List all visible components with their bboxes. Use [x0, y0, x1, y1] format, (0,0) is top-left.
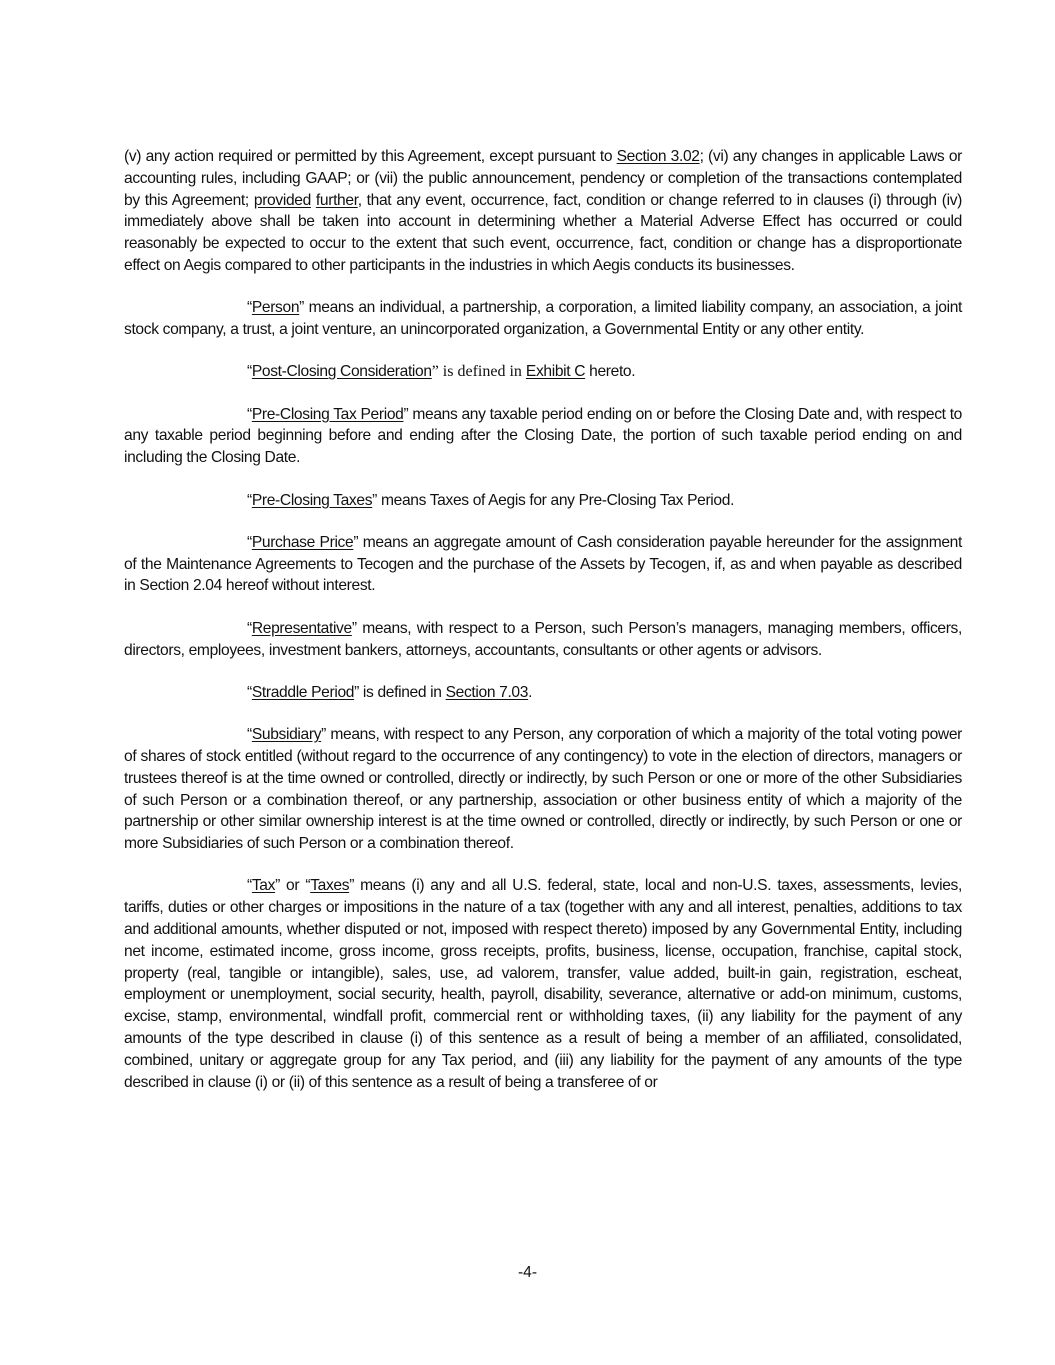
text-run: ” means (i) any and all U.S. federal, state, local and non-U.S. taxes, assessments, levies, tariffs, duties or other charges or impositions in the nature of a tax (together with any and all interest, penalties, additions to tax and additional amounts, whether disputed or not, imposed with respect thereto) imposed by any Governmental Entity, including net income, estimated income, gross income, gross receipts, profits, business, license, occupation, franchise, capital stock, property (real, tangible or intangible), sales, use, ad valorem, transfer, value added, built-in gain, registration, escheat, employment or unemployment, social security, health, payroll, disability, severance, alternative or add-on minimum, customs, excise, stamp, environmental, windfall profit, commercial rent or withholding taxes, (ii) any liability for the payment of any amounts of the type described in clause (i) of this sentence as a result of being a member of an affiliated, consolidated, combined, unitary or aggregate group for any Tax period, and (iii) any liability for the payment of any amounts of the type described in clause (i) or (ii) of this sentence as a result of being a transferee of or: [124, 877, 962, 1091]
underlined-term: Representative: [251, 619, 352, 637]
text-run: hereto.: [585, 363, 636, 381]
underlined-term: Section 7.03: [445, 683, 529, 701]
paragraph-list: [124, 146, 962, 1093]
text-run: .: [528, 683, 533, 701]
text-run: “: [247, 726, 252, 744]
paragraph-def-person: [124, 297, 962, 341]
text-run: ” means, with respect to a Person, such Person’s managers, managing members, officers, directors, employees, investment bankers, attorneys, accountants, consultants or other agents or advisors.: [124, 619, 962, 659]
text-run: ” means an individual, a partnership, a corporation, a limited liability company, an association, a joint stock company, a trust, a joint venture, an unincorporated organization, a Governmental Entity or any other entity.: [124, 299, 962, 339]
text-run: “: [247, 299, 252, 317]
paragraph-def-pre-closing-tax-period: [124, 404, 962, 469]
underlined-term: Tax: [251, 877, 276, 895]
text-run: “: [247, 533, 252, 551]
underlined-term: Exhibit C: [525, 363, 586, 381]
text-run: ” is defined in: [431, 363, 526, 381]
underlined-term: further: [315, 191, 358, 209]
text-run: “: [247, 683, 252, 701]
text-run: ; (vi) any changes in applicable Laws or accounting rules, including GAAP; or (vii) the public announcement, pendency or completion of the transactions contemplated by this Agreement;: [124, 148, 962, 209]
text-run: “: [247, 877, 252, 895]
underlined-term: Purchase Price: [251, 533, 354, 551]
text-run: ” means Taxes of Aegis for any Pre-Closing Tax Period.: [372, 491, 735, 509]
paragraph-def-representative: [124, 618, 962, 662]
text-run: ” means, with respect to any Person, any corporation of which a majority of the total voting power of shares of stock entitled (without regard to the occurrence of any contingency) to vote in the election of directors, managers or trustees thereof is at the time owned or controlled, directly or indirectly, by such Person or one or more of the other Subsidiaries of such Person or a combination thereof, or any partnership, association or other business entity of which a majority of the partnership or other similar ownership interest is at the time owned or controlled, directly or indirectly, by such Person or one or more Subsidiaries of such Person or a combination thereof.: [124, 726, 962, 853]
underlined-term: Section 3.02: [616, 148, 700, 165]
underlined-term: Taxes: [310, 877, 350, 895]
text-run: ” means an aggregate amount of Cash consideration payable hereunder for the assignment of the Maintenance Agreements to Tecogen and the purchase of the Assets by Tecogen, if, as and when payable as described in Section 2.04 hereof without interest.: [124, 533, 962, 595]
text-run: ” means any taxable period ending on or before the Closing Date and, with respect to any taxable period beginning before and ending after the Closing Date, the portion of such taxable period ending on and including the Closing Date.: [124, 405, 962, 467]
paragraph-def-purchase-price: [124, 532, 962, 597]
paragraph-def-post-closing-consideration: [124, 361, 962, 383]
document-page-body: [124, 146, 962, 1114]
text-run: , that any event, occurrence, fact, condition or change referred to in clauses (i) through (iv) immediately above shall be taken into account in determining whether a Material Adverse Effect has occurred or could reasonably be expected to occur to the extent that such event, occurrence, fact, condition or change has a disproportionate effect on Aegis compared to other participants in the industries in which Aegis conducts its businesses.: [124, 191, 962, 274]
underlined-term: Person: [251, 299, 300, 317]
page-number: -4-: [517, 1264, 538, 1281]
underlined-term: provided: [253, 191, 311, 209]
underlined-term: Pre-Closing Taxes: [251, 491, 373, 509]
paragraph-def-pre-closing-taxes: [124, 490, 962, 512]
text-run: “: [247, 363, 252, 381]
underlined-term: Straddle Period: [251, 683, 355, 701]
underlined-term: Pre-Closing Tax Period: [251, 405, 404, 423]
paragraph-def-subsidiary: [124, 724, 962, 855]
text-run: “: [247, 405, 252, 423]
underlined-term: Post-Closing Consideration: [251, 363, 432, 381]
text-run: (v) any action required or permitted by this Agreement, except pursuant to: [124, 148, 617, 165]
paragraph-def-tax: [124, 875, 962, 1093]
text-run: ” or “: [275, 877, 311, 895]
underlined-term: Subsidiary: [251, 726, 322, 744]
paragraph-mae-continuation: [124, 146, 962, 277]
paragraph-def-straddle-period: [124, 682, 962, 704]
text-run: “: [247, 491, 252, 509]
text-run: “: [247, 619, 252, 637]
text-run: ” is defined in: [354, 683, 446, 701]
